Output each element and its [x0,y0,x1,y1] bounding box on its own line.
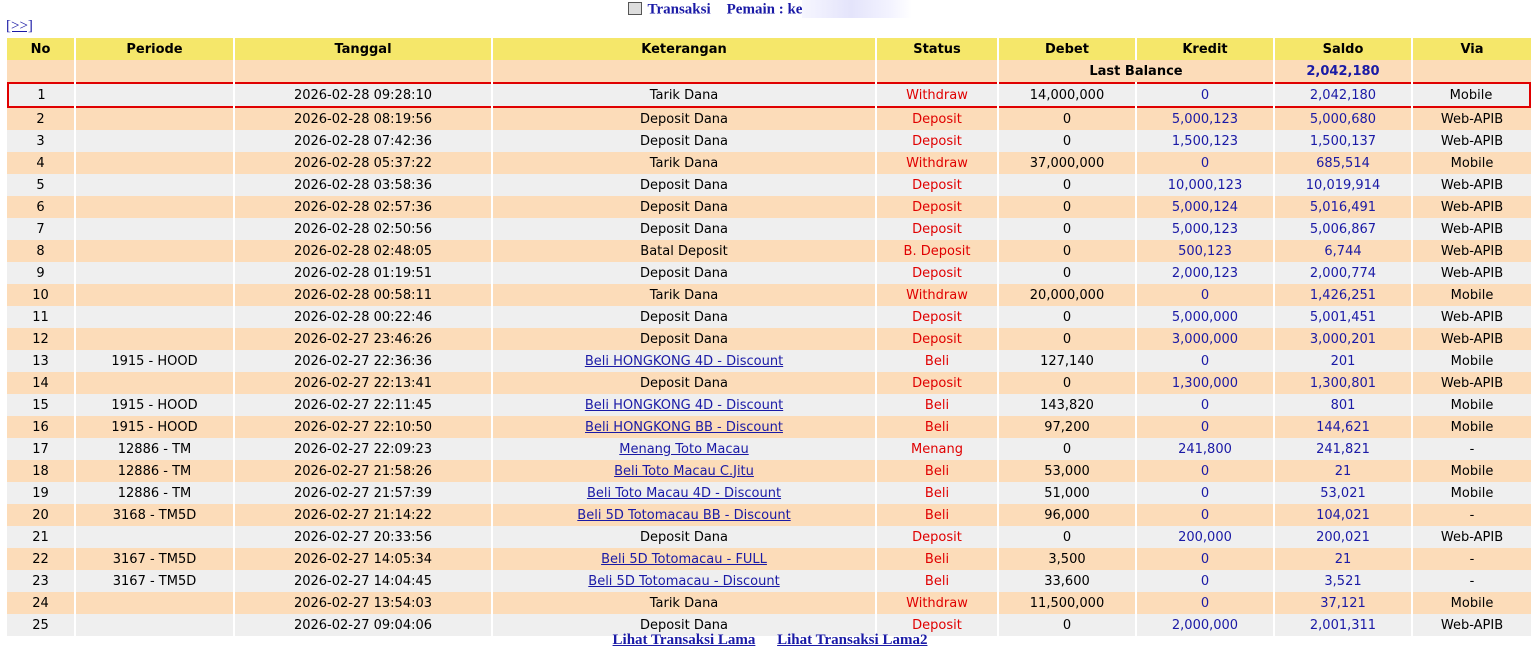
table-row [7,130,1531,152]
cell-tanggal: 2026-02-27 21:14:22 [235,504,491,526]
cell-no: 6 [7,196,74,218]
cell-saldo: 144,621 [1275,416,1411,438]
cell-no: 23 [7,570,74,592]
cell-kredit: 0 [1137,482,1273,504]
next-page-link[interactable]: [>>] [6,18,33,34]
col-header-no: No [7,38,74,60]
cell-status: Deposit [877,108,997,130]
cell-kredit: 0 [1137,82,1273,108]
cell-status: Beli [877,482,997,504]
table-row [7,82,1531,108]
last-balance-value: 2,042,180 [1275,60,1411,82]
cell-saldo: 5,006,867 [1275,218,1411,240]
table-row [7,152,1531,174]
cell-debet: 51,000 [999,482,1135,504]
cell-status: Deposit [877,328,997,350]
cell-saldo: 201 [1275,350,1411,372]
cell-saldo: 1,300,801 [1275,372,1411,394]
cell-status: Deposit [877,218,997,240]
cell-no: 24 [7,592,74,614]
cell-keterangan [493,460,875,482]
col-header-debet: Debet [999,38,1135,60]
cell-saldo: 6,744 [1275,240,1411,262]
cell-kredit: 0 [1137,350,1273,372]
cell-no: 22 [7,548,74,570]
cell-keterangan: Tarik Dana [493,152,875,174]
cell-debet: 0 [999,614,1135,636]
keterangan-link[interactable]: Beli 5D Totomacau BB - Discount [577,507,791,523]
cell-debet: 0 [999,262,1135,284]
cell-kredit: 5,000,123 [1137,218,1273,240]
cell-tanggal: 2026-02-28 07:42:36 [235,130,491,152]
table-row [7,460,1531,482]
cell-tanggal: 2026-02-27 20:33:56 [235,526,491,548]
cell-via: Web-APIB [1413,240,1531,262]
cell-status: Withdraw [877,82,997,108]
redacted-player-name [802,0,912,18]
cell-saldo: 5,000,680 [1275,108,1411,130]
player-label: Pemain : [726,1,784,18]
cell-saldo: 3,521 [1275,570,1411,592]
col-header-keterangan: Keterangan [493,38,875,60]
cell-debet: 96,000 [999,504,1135,526]
cell-periode: 12886 - TM [76,438,233,460]
cell-periode [76,196,233,218]
cell-keterangan [493,350,875,372]
cell-keterangan: Deposit Dana [493,262,875,284]
cell-status: Deposit [877,526,997,548]
cell-no: 5 [7,174,74,196]
cell-tanggal: 2026-02-28 02:48:05 [235,240,491,262]
cell-tanggal: 2026-02-28 08:19:56 [235,108,491,130]
table-row [7,504,1531,526]
cell-periode: 3168 - TM5D [76,504,233,526]
cell-status: Withdraw [877,284,997,306]
keterangan-link[interactable]: Beli 5D Totomacau - Discount [588,573,780,589]
cell-periode [76,328,233,350]
cell-via: Web-APIB [1413,614,1531,636]
cell-saldo: 2,042,180 [1275,82,1411,108]
table-row [7,372,1531,394]
cell-periode [76,174,233,196]
cell-kredit: 0 [1137,394,1273,416]
cell-status: Beli [877,504,997,526]
cell-periode: 12886 - TM [76,460,233,482]
cell-kredit: 0 [1137,592,1273,614]
col-header-tanggal: Tanggal [235,38,491,60]
cell-status: Deposit [877,174,997,196]
cell-no: 14 [7,372,74,394]
cell-tanggal: 2026-02-28 05:37:22 [235,152,491,174]
keterangan-link[interactable]: Beli Toto Macau C.Jitu [614,463,754,479]
cell-no: 3 [7,130,74,152]
cell-periode [76,526,233,548]
cell-kredit: 0 [1137,548,1273,570]
cell-keterangan: Deposit Dana [493,328,875,350]
cell-debet: 97,200 [999,416,1135,438]
cell-status: Menang [877,438,997,460]
footer-links [0,632,1540,649]
cell-status: Beli [877,350,997,372]
cell-status: Beli [877,416,997,438]
cell-saldo: 241,821 [1275,438,1411,460]
cell-saldo: 21 [1275,548,1411,570]
cell-periode: 1915 - HOOD [76,394,233,416]
cell-tanggal: 2026-02-27 22:10:50 [235,416,491,438]
col-header-saldo: Saldo [1275,38,1411,60]
cell-status: Beli [877,460,997,482]
table-row [7,482,1531,504]
cell-via: - [1413,438,1531,460]
col-header-periode: Periode [76,38,233,60]
table-row [7,196,1531,218]
cell-kredit: 1,300,000 [1137,372,1273,394]
cell-debet: 0 [999,328,1135,350]
col-header-via: Via [1413,38,1531,60]
cell-tanggal: 2026-02-27 14:04:45 [235,570,491,592]
cell-saldo: 5,016,491 [1275,196,1411,218]
page-header [0,0,1540,18]
cell-via: Mobile [1413,394,1531,416]
cell-debet: 14,000,000 [999,82,1135,108]
keterangan-link[interactable]: Menang Toto Macau [619,441,749,457]
document-icon [628,2,642,15]
table-row [7,240,1531,262]
cell-periode: 3167 - TM5D [76,570,233,592]
cell-debet: 0 [999,240,1135,262]
cell-periode [76,284,233,306]
table-row [7,262,1531,284]
cell-periode [76,262,233,284]
cell-status: Withdraw [877,152,997,174]
cell-via: Web-APIB [1413,372,1531,394]
cell-saldo: 1,500,137 [1275,130,1411,152]
table-row [7,416,1531,438]
cell-keterangan: Deposit Dana [493,108,875,130]
cell-periode: 12886 - TM [76,482,233,504]
col-header-kredit: Kredit [1137,38,1273,60]
cell-keterangan: Deposit Dana [493,218,875,240]
cell-status: Deposit [877,130,997,152]
cell-no: 12 [7,328,74,350]
cell-status: Deposit [877,196,997,218]
cell-kredit: 0 [1137,284,1273,306]
cell-keterangan: Deposit Dana [493,614,875,636]
cell-status: Withdraw [877,592,997,614]
cell-tanggal: 2026-02-27 22:13:41 [235,372,491,394]
cell-no: 25 [7,614,74,636]
cell-no: 18 [7,460,74,482]
cell-tanggal: 2026-02-27 21:57:39 [235,482,491,504]
cell-keterangan: Deposit Dana [493,372,875,394]
cell-kredit: 0 [1137,460,1273,482]
cell-no: 9 [7,262,74,284]
cell-debet: 0 [999,526,1135,548]
keterangan-link[interactable]: Beli HONGKONG BB - Discount [585,419,783,435]
cell-debet: 0 [999,130,1135,152]
cell-tanggal: 2026-02-27 22:09:23 [235,438,491,460]
cell-via: Mobile [1413,592,1531,614]
cell-via: Web-APIB [1413,174,1531,196]
cell-saldo: 53,021 [1275,482,1411,504]
cell-no: 4 [7,152,74,174]
cell-keterangan: Tarik Dana [493,592,875,614]
cell-kredit: 5,000,123 [1137,108,1273,130]
cell-keterangan: Tarik Dana [493,284,875,306]
cell-periode [76,108,233,130]
cell-via: Web-APIB [1413,306,1531,328]
cell-tanggal: 2026-02-28 00:58:11 [235,284,491,306]
keterangan-link[interactable]: Beli Toto Macau 4D - Discount [586,485,782,501]
old-transactions-link[interactable]: Lihat Transaksi Lama [612,632,756,648]
cell-via: Mobile [1413,416,1531,438]
cell-periode [76,372,233,394]
cell-debet: 53,000 [999,460,1135,482]
cell-periode: 1915 - HOOD [76,416,233,438]
cell-tanggal: 2026-02-28 02:57:36 [235,196,491,218]
keterangan-link[interactable]: Beli HONGKONG 4D - Discount [584,397,784,413]
cell-periode [76,130,233,152]
cell-via: - [1413,548,1531,570]
cell-status: B. Deposit [877,240,997,262]
cell-periode [76,82,233,108]
cell-via: - [1413,504,1531,526]
cell-via: - [1413,570,1531,592]
cell-via: Web-APIB [1413,218,1531,240]
cell-keterangan [493,416,875,438]
cell-kredit: 0 [1137,152,1273,174]
cell-keterangan: Deposit Dana [493,174,875,196]
cell-debet: 0 [999,174,1135,196]
cell-via: Mobile [1413,482,1531,504]
cell-saldo: 2,001,311 [1275,614,1411,636]
cell-debet: 143,820 [999,394,1135,416]
cell-saldo: 104,021 [1275,504,1411,526]
cell-saldo: 801 [1275,394,1411,416]
last-balance-label: Last Balance [999,60,1273,82]
table-row [7,284,1531,306]
last-balance-row [7,60,1531,82]
cell-saldo: 37,121 [1275,592,1411,614]
cell-debet: 0 [999,218,1135,240]
player-name: ke [787,1,803,18]
cell-kredit: 0 [1137,416,1273,438]
cell-no: 1 [7,82,74,108]
cell-tanggal: 2026-02-27 13:54:03 [235,592,491,614]
cell-via: Mobile [1413,460,1531,482]
table-row [7,350,1531,372]
cell-kredit: 0 [1137,504,1273,526]
table-row [7,548,1531,570]
cell-no: 2 [7,108,74,130]
cell-via: Web-APIB [1413,526,1531,548]
cell-keterangan [493,570,875,592]
cell-status: Deposit [877,614,997,636]
cell-kredit: 0 [1137,570,1273,592]
cell-kredit: 10,000,123 [1137,174,1273,196]
keterangan-link[interactable]: Beli 5D Totomacau - FULL [601,551,767,567]
keterangan-link[interactable]: Beli HONGKONG 4D - Discount [584,353,784,369]
cell-keterangan [493,548,875,570]
cell-no: 11 [7,306,74,328]
cell-tanggal: 2026-02-27 21:58:26 [235,460,491,482]
old-transactions-link-2[interactable]: Lihat Transaksi Lama2 [777,632,928,648]
cell-saldo: 2,000,774 [1275,262,1411,284]
table-row [7,526,1531,548]
cell-status: Deposit [877,372,997,394]
cell-kredit: 500,123 [1137,240,1273,262]
cell-saldo: 3,000,201 [1275,328,1411,350]
cell-no: 21 [7,526,74,548]
table-row [7,218,1531,240]
cell-via: Web-APIB [1413,196,1531,218]
cell-tanggal: 2026-02-28 00:22:46 [235,306,491,328]
cell-tanggal: 2026-02-27 22:36:36 [235,350,491,372]
cell-tanggal: 2026-02-27 09:04:06 [235,614,491,636]
cell-keterangan: Deposit Dana [493,196,875,218]
cell-kredit: 1,500,123 [1137,130,1273,152]
cell-no: 15 [7,394,74,416]
cell-tanggal: 2026-02-28 09:28:10 [235,82,491,108]
cell-no: 16 [7,416,74,438]
cell-periode [76,592,233,614]
cell-periode: 3167 - TM5D [76,548,233,570]
cell-debet: 0 [999,108,1135,130]
cell-keterangan: Deposit Dana [493,526,875,548]
cell-tanggal: 2026-02-28 01:19:51 [235,262,491,284]
cell-kredit: 3,000,000 [1137,328,1273,350]
cell-debet: 20,000,000 [999,284,1135,306]
table-header-row [7,38,1531,60]
cell-no: 10 [7,284,74,306]
cell-status: Beli [877,570,997,592]
table-row [7,174,1531,196]
cell-no: 17 [7,438,74,460]
cell-debet: 33,600 [999,570,1135,592]
cell-kredit: 5,000,124 [1137,196,1273,218]
transaction-table [5,38,1533,636]
cell-status: Beli [877,548,997,570]
cell-debet: 0 [999,196,1135,218]
cell-periode [76,152,233,174]
cell-tanggal: 2026-02-27 14:05:34 [235,548,491,570]
cell-tanggal: 2026-02-28 02:50:56 [235,218,491,240]
cell-keterangan [493,504,875,526]
cell-tanggal: 2026-02-27 23:46:26 [235,328,491,350]
cell-debet: 11,500,000 [999,592,1135,614]
cell-via: Web-APIB [1413,328,1531,350]
cell-keterangan: Deposit Dana [493,306,875,328]
table-row [7,438,1531,460]
cell-tanggal: 2026-02-27 22:11:45 [235,394,491,416]
cell-keterangan: Tarik Dana [493,82,875,108]
cell-periode: 1915 - HOOD [76,350,233,372]
cell-debet: 0 [999,438,1135,460]
cell-saldo: 21 [1275,460,1411,482]
table-row [7,328,1531,350]
cell-no: 13 [7,350,74,372]
cell-debet: 0 [999,372,1135,394]
cell-saldo: 200,021 [1275,526,1411,548]
cell-saldo: 5,001,451 [1275,306,1411,328]
cell-saldo: 1,426,251 [1275,284,1411,306]
cell-via: Web-APIB [1413,130,1531,152]
cell-status: Deposit [877,262,997,284]
cell-saldo: 10,019,914 [1275,174,1411,196]
cell-no: 20 [7,504,74,526]
cell-keterangan [493,438,875,460]
cell-via: Web-APIB [1413,262,1531,284]
cell-periode [76,218,233,240]
cell-kredit: 200,000 [1137,526,1273,548]
table-row [7,394,1531,416]
cell-kredit: 2,000,000 [1137,614,1273,636]
cell-keterangan: Deposit Dana [493,130,875,152]
cell-status: Deposit [877,306,997,328]
page-title: Transaksi [647,1,711,18]
cell-debet: 37,000,000 [999,152,1135,174]
table-row [7,592,1531,614]
cell-kredit: 241,800 [1137,438,1273,460]
cell-keterangan: Batal Deposit [493,240,875,262]
cell-periode [76,306,233,328]
cell-debet: 3,500 [999,548,1135,570]
cell-tanggal: 2026-02-28 03:58:36 [235,174,491,196]
cell-debet: 0 [999,306,1135,328]
table-row [7,306,1531,328]
cell-keterangan [493,482,875,504]
cell-kredit: 5,000,000 [1137,306,1273,328]
cell-kredit: 2,000,123 [1137,262,1273,284]
cell-periode [76,240,233,262]
cell-keterangan [493,394,875,416]
cell-no: 8 [7,240,74,262]
cell-no: 7 [7,218,74,240]
cell-saldo: 685,514 [1275,152,1411,174]
col-header-status: Status [877,38,997,60]
cell-status: Beli [877,394,997,416]
cell-via: Mobile [1413,284,1531,306]
table-row [7,108,1531,130]
cell-debet: 127,140 [999,350,1135,372]
cell-via: Mobile [1413,82,1531,108]
cell-via: Mobile [1413,152,1531,174]
cell-via: Web-APIB [1413,108,1531,130]
table-row [7,570,1531,592]
cell-no: 19 [7,482,74,504]
cell-via: Mobile [1413,350,1531,372]
